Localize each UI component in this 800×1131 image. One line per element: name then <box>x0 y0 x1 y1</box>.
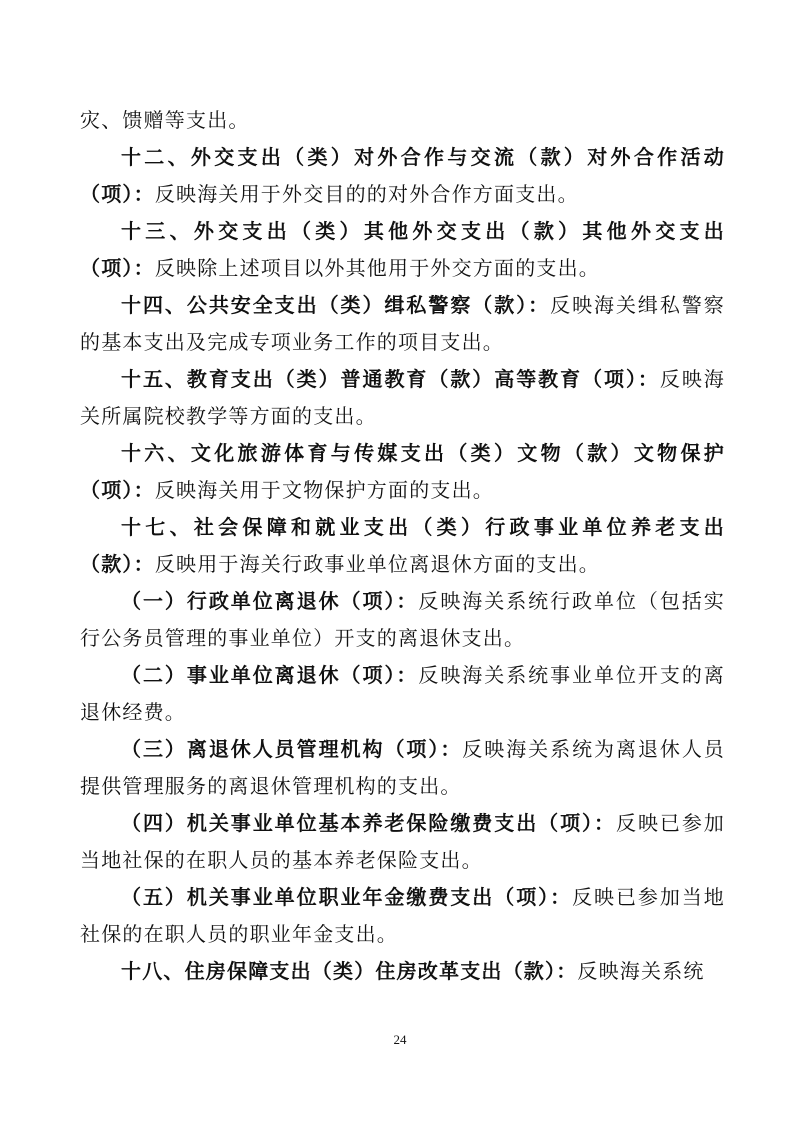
paragraph-heading: （三）离退休人员管理机构（项）： <box>121 737 463 761</box>
paragraph-heading: 十三、外交支出（类）其他外交支出（款）其他外交支出（项）： <box>80 219 725 280</box>
paragraph-text: 灾、馈赠等支出。 <box>80 108 250 132</box>
paragraph-12 <box>80 953 725 990</box>
paragraph-text: 反映海关系统行政单位（包括实行公务员管理的事业单位）开支的离退休支出。 <box>80 589 725 650</box>
paragraph-8 <box>80 657 725 731</box>
paragraph-1 <box>80 139 725 213</box>
paragraph-text: 反映海关系统 <box>577 959 705 983</box>
paragraph-heading: 十六、文化旅游体育与传媒支出（类）文物（款）文物保护（项）： <box>80 441 725 502</box>
paragraph-11 <box>80 879 725 953</box>
paragraph-text: 反映海关用于外交目的的对外合作方面支出。 <box>154 182 579 206</box>
paragraph-text: 反映海关缉私警察的基本支出及完成专项业务工作的项目支出。 <box>80 293 725 354</box>
paragraph-6 <box>80 509 725 583</box>
paragraph-text: 反映海关系统为离退休人员提供管理服务的离退休管理机构的支出。 <box>80 737 726 798</box>
paragraph-heading: 十八、住房保障支出（类）住房改革支出（款）： <box>121 959 578 983</box>
paragraph-9 <box>80 731 725 805</box>
paragraph-4 <box>80 361 725 435</box>
page-number: 24 <box>393 1032 407 1047</box>
paragraph-heading: （五）机关事业单位职业年金缴费支出（项）： <box>121 885 573 909</box>
paragraph-text: 反映海关系统事业单位开支的离退休经费。 <box>80 663 725 724</box>
paragraph-heading: （二）事业单位离退休（项）： <box>121 663 419 687</box>
paragraph-7 <box>80 583 725 657</box>
paragraph-heading: 十四、公共安全支出（类）缉私警察（款）： <box>121 293 551 317</box>
paragraph-text: 反映海关所属院校教学等方面的支出。 <box>80 367 726 428</box>
paragraph-heading: （一）行政单位离退休（项）： <box>121 589 419 613</box>
paragraph-text: 反映海关用于文物保护方面的支出。 <box>154 478 495 502</box>
paragraph-text: 反映已参加当地社保的在职人员的基本养老保险支出。 <box>80 811 726 872</box>
paragraph-heading: 十二、外交支出（类）对外合作与交流（款）对外合作活动（项）： <box>80 145 725 206</box>
paragraph-0 <box>80 102 725 139</box>
paragraph-text: 反映用于海关行政事业单位离退休方面的支出。 <box>154 552 601 576</box>
paragraph-text: 反映已参加当地社保的在职人员的职业年金支出。 <box>80 885 725 946</box>
paragraph-3 <box>80 287 725 361</box>
document-body <box>80 102 725 990</box>
paragraph-2 <box>80 213 725 287</box>
paragraph-5 <box>80 435 725 509</box>
paragraph-10 <box>80 805 725 879</box>
paragraph-heading: 十七、社会保障和就业支出（类）行政事业单位养老支出（款）： <box>80 515 725 576</box>
paragraph-heading: 十五、教育支出（类）普通教育（款）高等教育（项）： <box>121 367 660 391</box>
paragraph-heading: （四）机关事业单位基本养老保险缴费支出（项）： <box>121 811 616 835</box>
paragraph-text: 反映除上述项目以外其他用于外交方面的支出。 <box>154 256 601 280</box>
